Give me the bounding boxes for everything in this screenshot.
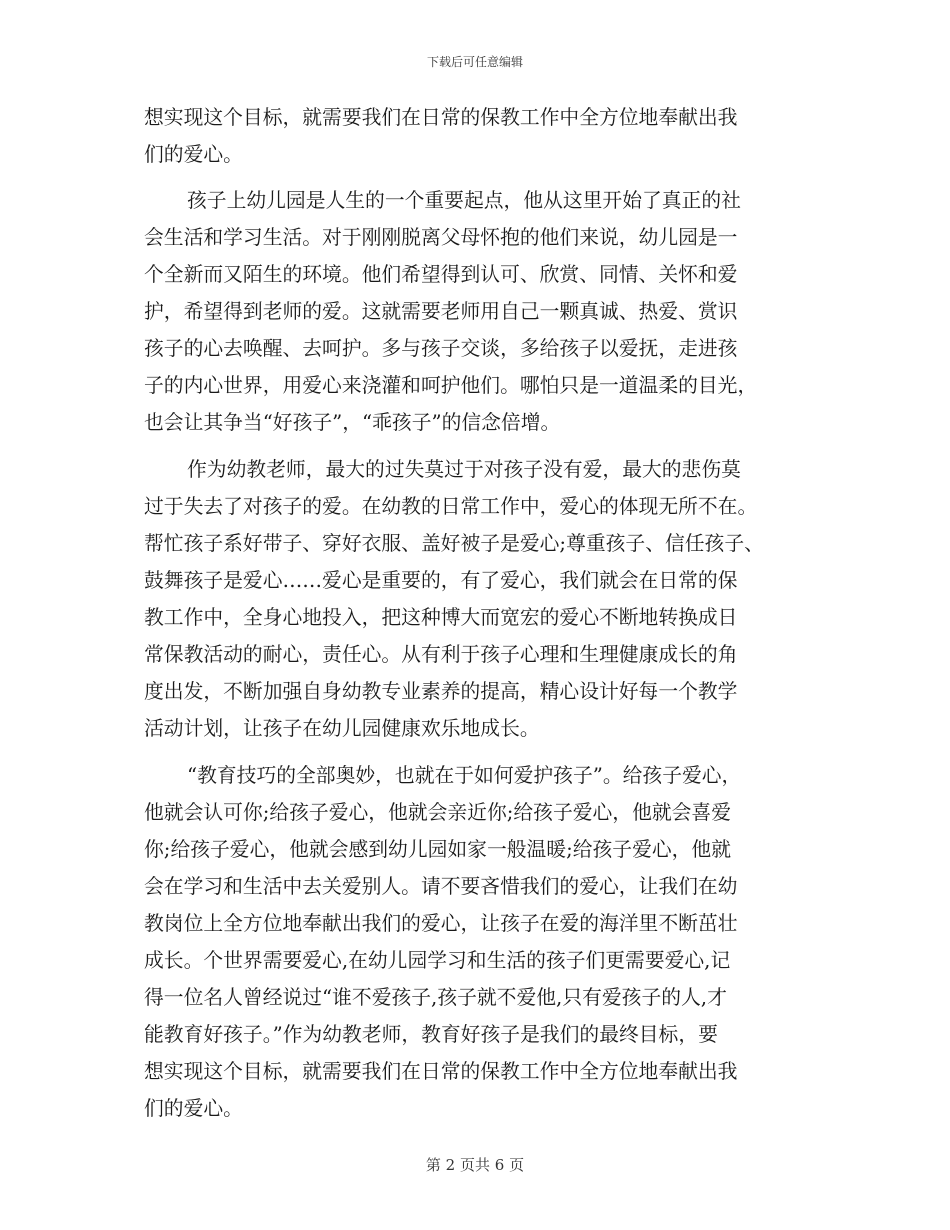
text-line: 也会让其争当“好孩子”，“乖孩子”的信念倍增。 bbox=[144, 411, 561, 434]
text-line: 能教育好孩子。”作为幼教老师，教育好孩子是我们的最终目标，要 bbox=[144, 1023, 718, 1046]
text-line: 护，希望得到老师的爱。这就需要老师用自己一颗真诚、热爱、赏识 bbox=[144, 300, 738, 323]
text-line: 教工作中，全身心地投入，把这种博大而宽宏的爱心不断地转换成日 bbox=[144, 606, 738, 629]
text-line: 孩子的心去唤醒、去呵护。多与孩子交谈，多给孩子以爱抚，走进孩 bbox=[144, 337, 738, 360]
text-line: 度出发，不断加强自身幼教专业素养的提高，精心设计好每一个教学 bbox=[144, 680, 738, 703]
paragraph-first-line: “教育技巧的全部奥妙，也就在于如何爱护孩子”。给孩子爱心， bbox=[187, 764, 742, 787]
text-line: 鼓舞孩子是爱心……爱心是重要的，有了爱心，我们就会在日常的保 bbox=[144, 569, 738, 592]
text-line: 会生活和学习生活。对于刚刚脱离父母怀抱的他们来说，幼儿园是一 bbox=[144, 226, 738, 249]
text-line: 成长。个世界需要爱心,在幼儿园学习和生活的孩子们更需要爱心,记 bbox=[144, 949, 731, 972]
text-line: 们的爱心。 bbox=[144, 1097, 243, 1120]
text-line: 想实现这个目标，就需要我们在日常的保教工作中全方位地奉献出我 bbox=[144, 106, 738, 129]
text-line: 会在学习和生活中去关爱别人。请不要吝惜我们的爱心，让我们在幼 bbox=[144, 875, 738, 898]
text-line: 们的爱心。 bbox=[144, 143, 243, 166]
text-line: 想实现这个目标，就需要我们在日常的保教工作中全方位地奉献出我 bbox=[144, 1060, 738, 1083]
text-line: 他就会认可你;给孩子爱心，他就会亲近你;给孩子爱心，他就会喜爱 bbox=[144, 801, 731, 824]
text-line: 帮忙孩子系好带子、穿好衣服、盖好被子是爱心;尊重孩子、信任孩子、 bbox=[144, 532, 764, 555]
text-line: 常保教活动的耐心，责任心。从有利于孩子心理和生理健康成长的角 bbox=[144, 643, 738, 666]
page-header-note: 下载后可任意编辑 bbox=[426, 55, 523, 69]
text-line: 教岗位上全方位地奉献出我们的爱心，让孩子在爱的海洋里不断茁壮 bbox=[144, 912, 738, 935]
text-line: 得一位名人曾经说过“谁不爱孩子,孩子就不爱他,只有爱孩子的人,才 bbox=[144, 986, 727, 1009]
text-line: 过于失去了对孩子的爱。在幼教的日常工作中，爱心的体现无所不在。 bbox=[144, 495, 758, 518]
text-line: 活动计划，让孩子在幼儿园健康欢乐地成长。 bbox=[144, 717, 540, 740]
paragraph-first-line: 作为幼教老师，最大的过失莫过于对孩子没有爱，最大的悲伤莫 bbox=[187, 458, 741, 481]
text-line: 个全新而又陌生的环境。他们希望得到认可、欣赏、同情、关怀和爱 bbox=[144, 263, 738, 286]
text-line: 你;给孩子爱心，他就会感到幼儿园如家一般温暖;给孩子爱心，他就 bbox=[144, 838, 731, 861]
page-number: 第 2 页共 6 页 bbox=[425, 1156, 525, 1174]
text-line: 子的内心世界，用爱心来浇灌和呵护他们。哪怕只是一道温柔的目光， bbox=[144, 374, 758, 397]
paragraph-first-line: 孩子上幼儿园是人生的一个重要起点，他从这里开始了真正的社 bbox=[187, 189, 741, 212]
